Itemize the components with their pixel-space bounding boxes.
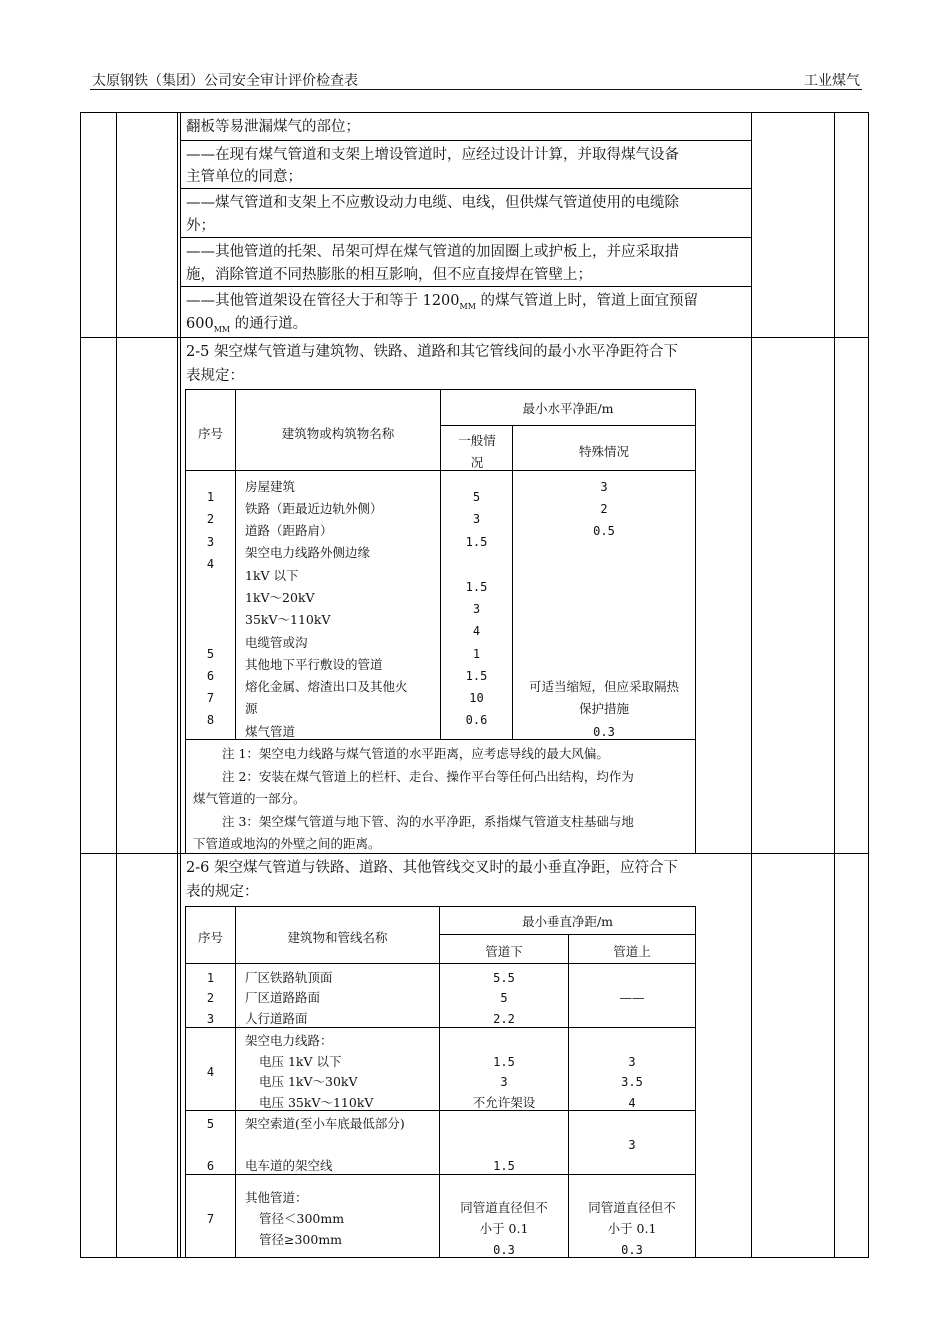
req-line-4b: 施，消除管道不同热膨胀的相互影响，但不应直接焊在管壁上； xyxy=(186,267,592,283)
t1-general: 1.5 xyxy=(465,535,488,549)
inner-row-line-1 xyxy=(180,140,752,141)
t2-header-bottom xyxy=(185,963,696,964)
t2-below: 5 xyxy=(500,991,508,1005)
t1-header-dist: 最小水平净距/m xyxy=(522,401,614,416)
t2-no: 3 xyxy=(206,1012,215,1026)
t1-name: 其他地下平行敷设的管道 xyxy=(245,657,383,672)
t1-left-border xyxy=(185,389,186,854)
t1-header-no: 序号 xyxy=(197,426,223,441)
t1-no: 5 xyxy=(206,647,215,661)
t2-above: 同管道直径但不 xyxy=(588,1200,676,1215)
t2-name: 其他管道： xyxy=(245,1190,308,1205)
t1-name: 铁路（距最近边轨外侧） xyxy=(245,501,383,516)
t1-name: 源 xyxy=(245,701,258,716)
t1-note-2b: 煤气管道的一部分。 xyxy=(193,791,306,806)
t1-name: 1kV 以下 xyxy=(245,568,299,583)
t1-name: 房屋建筑 xyxy=(245,479,296,494)
t1-general: 1.5 xyxy=(465,580,488,594)
t2-above: 4 xyxy=(628,1096,636,1110)
t1-special-note-b: 保护措施 xyxy=(578,701,629,716)
t2-name: 电压 35kV～110kV xyxy=(259,1095,374,1110)
t2-above: 3 xyxy=(628,1138,636,1152)
req-line-1: 翻板等易泄漏煤气的部位； xyxy=(186,119,360,135)
t2-no: 7 xyxy=(206,1212,215,1226)
t2-header-above: 管道上 xyxy=(613,944,651,959)
col-divider-2 xyxy=(177,112,178,1258)
t1-right-border xyxy=(695,389,696,854)
t1-general: 4 xyxy=(472,624,481,638)
t2-above: 3.5 xyxy=(621,1075,643,1089)
t1-special-note-a: 可适当缩短，但应采取隔热 xyxy=(528,679,679,694)
t2-no: 4 xyxy=(206,1065,215,1079)
t2-no: 1 xyxy=(206,971,215,985)
req-line-5d-text: 的通行道。 xyxy=(230,316,308,332)
t1-header-name: 建筑物或构筑物名称 xyxy=(281,426,395,441)
page-header-category: 工业煤气 xyxy=(804,73,860,89)
t1-no: 4 xyxy=(206,557,215,571)
t2-below: 1.5 xyxy=(493,1055,515,1069)
req-line-5a-text: ——其他管道架设在管径大于和等于 1200 xyxy=(186,293,460,309)
clause-2-6-title-b: 表的规定： xyxy=(186,884,259,900)
t1-general: 10 xyxy=(469,691,484,705)
outer-right-border xyxy=(868,112,869,1258)
t2-no: 2 xyxy=(206,991,215,1005)
t2-name: 人行道路面 xyxy=(245,1011,308,1026)
col-divider-3 xyxy=(751,112,752,1258)
t2-name: 管径＜300mm xyxy=(259,1211,345,1226)
t2-col-1 xyxy=(235,906,236,1258)
t1-no: 2 xyxy=(206,512,215,526)
req-line-5c-text: 600 xyxy=(186,316,214,332)
inner-row-line-3 xyxy=(180,237,752,238)
req-line-5c xyxy=(186,312,307,342)
t1-header-special: 特殊情况 xyxy=(578,444,629,459)
t1-no: 3 xyxy=(206,535,215,549)
t2-no: 5 xyxy=(206,1117,215,1131)
t1-special: 3 xyxy=(600,480,608,494)
t1-general: 3 xyxy=(472,602,481,616)
req-line-3a: ——煤气管道和支架上不应敷设动力电缆、电线，但供煤气管道使用的电缆除 xyxy=(186,195,679,211)
t2-below: 5.5 xyxy=(493,971,515,985)
req-line-3b: 外； xyxy=(186,218,215,234)
header-rule xyxy=(90,89,862,90)
t2-name: 电压 1kV～30kV xyxy=(259,1074,358,1089)
t2-below: 3 xyxy=(500,1075,508,1089)
req-line-5b-text: 的煤气管道上时，管道上面宜预留 xyxy=(475,293,699,309)
t1-header-bottom xyxy=(185,470,696,471)
t1-general: 1 xyxy=(472,647,481,661)
t2-header-no: 序号 xyxy=(197,930,223,945)
t1-no: 7 xyxy=(206,691,215,705)
t2-above: 0.3 xyxy=(621,1243,643,1257)
t2-above-none: —— xyxy=(619,990,645,1005)
t1-name: 熔化金属、熔渣出口及其他火 xyxy=(245,679,408,694)
t2-no: 6 xyxy=(206,1159,215,1173)
t1-special: 0.5 xyxy=(593,524,615,538)
req-line-2a: ——在现有煤气管道和支架上增设管道时，应经过设计计算，并取得煤气设备 xyxy=(186,147,679,163)
req-line-2b: 主管单位的同意； xyxy=(186,169,302,185)
t1-name: 架空电力线路外侧边缘 xyxy=(245,545,371,560)
clause-2-5-title-b: 表规定： xyxy=(186,368,244,384)
t2-above: 小于 0.1 xyxy=(607,1221,657,1236)
t1-special: 2 xyxy=(600,502,608,516)
t2-top-border xyxy=(185,906,696,907)
t1-no: 6 xyxy=(206,669,215,683)
t2-above: 3 xyxy=(628,1055,636,1069)
t1-name: 煤气管道 xyxy=(245,724,296,739)
t2-below: 1.5 xyxy=(493,1159,515,1173)
t1-header-split xyxy=(440,425,696,426)
clause-2-5-title-a: 2-5 架空煤气管道与建筑物、铁路、道路和其它管线间的最小水平净距符合下 xyxy=(186,344,678,360)
t2-header-split xyxy=(439,934,696,935)
col-divider-1 xyxy=(116,112,117,1258)
t1-name: 1kV～20kV xyxy=(245,590,315,605)
t2-below: 2.2 xyxy=(493,1012,515,1026)
t1-special-last: 0.3 xyxy=(593,725,615,739)
t2-name: 电车道的架空线 xyxy=(245,1158,333,1173)
t1-general: 5 xyxy=(472,490,481,504)
outer-top-border xyxy=(80,112,869,113)
t1-name: 道路（距路肩） xyxy=(245,523,333,538)
t1-no: 1 xyxy=(206,490,215,504)
unit-mm: MM xyxy=(459,301,476,311)
t1-note-3a: 注 3：架空煤气管道与地下管、沟的水平净距，系指煤气管道支柱基础与地 xyxy=(222,814,634,829)
unit-mm: MM xyxy=(213,324,231,334)
outer-left-border xyxy=(80,112,81,1258)
t1-name: 35kV～110kV xyxy=(245,612,331,627)
t1-name: 电缆管或沟 xyxy=(245,635,308,650)
page-header-title: 太原钢铁（集团）公司安全审计评价检查表 xyxy=(92,73,358,89)
t1-general: 3 xyxy=(472,512,481,526)
t1-note-2a: 注 2：安装在煤气管道上的栏杆、走台、操作平台等任何凸出结构，均作为 xyxy=(222,769,634,784)
req-line-4a: ——其他管道的托架、吊架可焊在煤气管道的加固圈上或护板上，并应采取措 xyxy=(186,244,679,260)
t1-general: 1.5 xyxy=(465,669,488,683)
t2-name: 厂区铁路轨顶面 xyxy=(245,970,333,985)
col-divider-4 xyxy=(834,112,835,1258)
t1-note-1: 注 1：架空电力线路与煤气管道的水平距离，应考虑导线的最大风偏。 xyxy=(222,746,609,761)
t2-header-below: 管道下 xyxy=(485,944,523,959)
t2-below: 小于 0.1 xyxy=(479,1221,529,1236)
t2-name: 管径≥300mm xyxy=(259,1232,343,1247)
t2-below: 不允许架设 xyxy=(472,1095,536,1110)
t2-name: 电压 1kV 以下 xyxy=(259,1054,342,1069)
t1-header-general: 一般情况 xyxy=(458,433,496,470)
t2-header-dist: 最小垂直净距/m xyxy=(521,914,614,929)
t1-no: 8 xyxy=(206,713,215,727)
t1-general: 0.6 xyxy=(465,713,488,727)
t2-below: 同管道直径但不 xyxy=(460,1200,548,1215)
t2-name: 架空索道(至小车底最低部分) xyxy=(245,1116,405,1131)
t1-note-3b: 下管道或地沟的外壁之间的距离。 xyxy=(193,836,381,851)
t2-right-border xyxy=(695,906,696,1258)
t2-below: 0.3 xyxy=(493,1243,515,1257)
t2-name: 厂区道路路面 xyxy=(245,990,321,1005)
t1-top-border xyxy=(185,389,696,390)
t2-header-name: 建筑物和管线名称 xyxy=(287,930,388,945)
t2-name: 架空电力线路： xyxy=(245,1033,333,1048)
clause-2-6-title-a: 2-6 架空煤气管道与铁路、道路、其他管线交叉时的最小垂直净距，应符合下 xyxy=(186,860,678,876)
col-divider-2b xyxy=(180,112,181,1258)
